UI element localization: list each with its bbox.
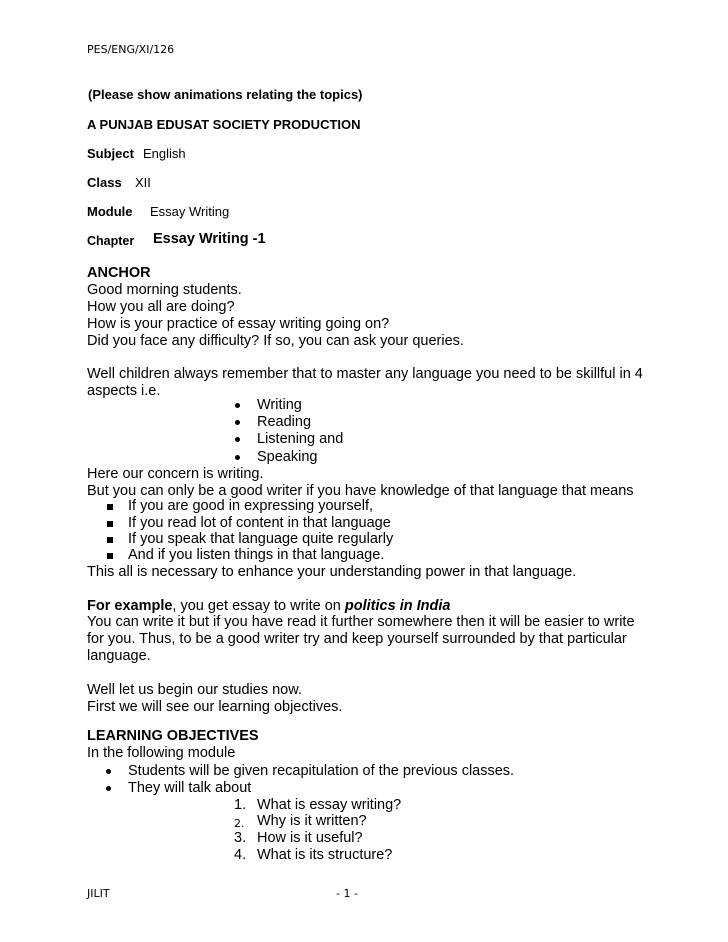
production-title: A PUNJAB EDUSAT SOCIETY PRODUCTION [87,117,361,132]
question-number: 4. [234,847,247,863]
anchor-line: Did you face any difficulty? If so, you can ask your queries. [87,333,464,349]
objective-item: They will talk about [128,780,252,796]
paragraph-line: aspects i.e. [87,383,161,399]
aspect-item: Writing [257,397,302,413]
chapter-value: Essay Writing -1 [153,231,266,247]
bullet-dot-icon [235,403,240,408]
bullet-dot-icon [235,420,240,425]
paragraph-line: Well children always remember that to master any language you need to be skillful in 4 [87,366,643,382]
module-value: Essay Writing [150,204,230,219]
question-item: Why is it written? [257,813,367,829]
class-value: XII [135,175,151,190]
header-code: PES/ENG/XI/126 [87,43,175,56]
aspect-item: Reading [257,414,312,430]
condition-item: And if you listen things in that language. [128,547,385,563]
bullet-dot-icon [235,455,240,460]
objective-item: Students will be given recapitulation of the previous classes. [128,763,515,779]
paragraph-line: This all is necessary to enhance your understanding power in that language. [87,564,577,580]
footer-left: JILIT [87,887,110,900]
objectives-intro: In the following module [87,745,236,761]
anchor-line: Good morning students. [87,282,242,298]
paragraph-line: But you can only be a good writer if you have knowledge of that language that means [87,483,634,499]
condition-item: If you speak that language quite regularly [128,531,394,547]
bullet-square-icon [107,553,113,559]
example-line [87,598,450,615]
bullet-square-icon [107,521,113,527]
objectives-heading: LEARNING OBJECTIVES [87,728,259,744]
paragraph-line: You can write it but if you have read it further somewhere then it will be easier to write [87,614,635,630]
subject-value: English [143,146,186,161]
bullet-dot-icon [235,437,240,442]
anchor-line: How you all are doing? [87,299,235,315]
anchor-line: How is your practice of essay writing going on? [87,316,390,332]
chapter-label: Chapter [87,234,135,248]
condition-item: If you read lot of content in that language [128,515,391,531]
question-number: 2. [234,817,245,830]
paragraph-line: Well let us begin our studies now. [87,682,302,698]
module-label: Module [87,204,133,219]
subject-label: Subject [87,146,134,161]
paragraph-line: for you. Thus, to be a good writer try and keep yourself surrounded by that particular [87,631,627,647]
anchor-heading: ANCHOR [87,265,151,281]
production-note: (Please show animations relating the topics) [88,87,363,102]
paragraph-line: Here our concern is writing. [87,466,264,482]
question-item: What is its structure? [257,847,393,863]
question-number: 1. [234,797,247,813]
bullet-square-icon [107,504,113,510]
example-lead: For example [87,598,173,614]
condition-item: If you are good in expressing yourself, [128,498,374,514]
question-item: What is essay writing? [257,797,402,813]
aspect-item: Speaking [257,449,318,465]
paragraph-line: First we will see our learning objectives. [87,699,343,715]
paragraph-line: language. [87,648,151,664]
bullet-dot-icon [106,786,111,791]
bullet-square-icon [107,537,113,543]
page-number: - 1 - [336,887,358,900]
bullet-dot-icon [106,769,111,774]
class-label: Class [87,175,122,190]
aspect-item: Listening and [257,431,344,447]
question-item: How is it useful? [257,830,363,846]
example-topic: politics in India [344,598,451,614]
example-mid: , you get essay to write on [172,598,345,614]
question-number: 3. [234,830,247,846]
